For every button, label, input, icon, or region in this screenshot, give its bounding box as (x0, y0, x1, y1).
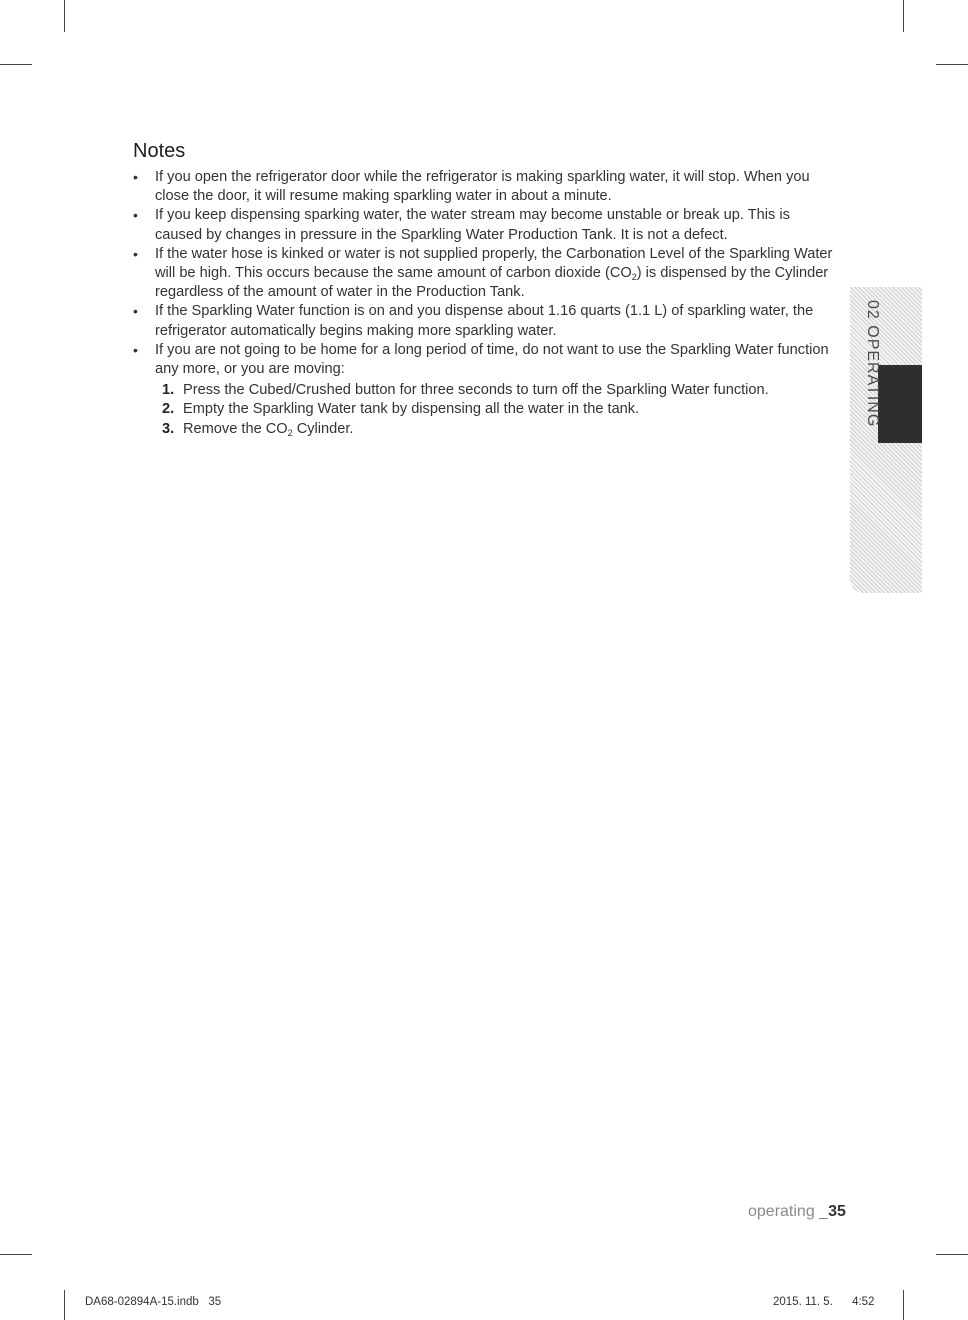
note-item (133, 245, 833, 303)
note-text: If the Sparkling Water function is on and you dispense about 1.16 quarts (1.1 L) of sparkling water, the refrigerator automatically begins making more sparkling water. (155, 303, 814, 339)
step-item (155, 420, 833, 439)
step-number: 2. (162, 401, 175, 418)
step-item (155, 400, 833, 419)
crop-mark-left-lower (0, 1254, 32, 1255)
crop-mark-left-upper (0, 64, 32, 65)
note-item (133, 341, 833, 439)
step-text: Press the Cubed/Crushed button for three seconds to turn off the Sparkling Water function. (183, 382, 769, 399)
footer-section: operating (748, 1203, 815, 1220)
note-text: If you keep dispensing sparking water, the water stream may become unstable or break up. This is caused by changes in pressure in the Sparkling Water Production Tank. It is not a defect. (155, 207, 790, 243)
step-number: 3. (162, 420, 175, 437)
page-footer (748, 1203, 846, 1221)
print-date: 2015. 11. 5. 4:52 (773, 1296, 875, 1308)
note-item (133, 206, 833, 244)
footer-page-prefix: _ (819, 1203, 829, 1220)
step-number: 1. (162, 382, 175, 399)
note-text: If you open the refrigerator door while the refrigerator is making sparkling water, it will stop. When you close the door, it will resume making sparkling water in about a minute. (155, 169, 810, 205)
notes-heading: Notes (133, 140, 186, 162)
step-item (155, 381, 833, 400)
subscript-2: 2 (631, 272, 637, 283)
crop-mark-right-lower (936, 1254, 968, 1255)
chapter-tab-marker (878, 365, 922, 443)
subscript-2: 2 (287, 427, 293, 438)
note-text: If you are not going to be home for a long period of time, do not want to use the Sparkling Water function any more, or you are moving: (155, 341, 829, 378)
steps-list (155, 381, 833, 439)
note-text: ) is dispensed by the Cylinder regardless of the amount of water in the Production Tank. (155, 265, 829, 301)
crop-mark-bottom-left (64, 1290, 65, 1320)
note-item (133, 168, 833, 206)
step-text: Cylinder. (292, 420, 354, 437)
chapter-tab-label: 02 OPERATING (864, 300, 881, 428)
note-item (133, 302, 833, 340)
crop-mark-top-left (64, 0, 65, 32)
note-text: If the water hose is kinked or water is not supplied properly, the Carbonation Level of the Sparkling Water will be high. This occurs because the same amount of carbon dioxide (CO (155, 245, 833, 282)
file-name: DA68-02894A-15.indb 35 (85, 1296, 222, 1308)
crop-mark-right-upper (936, 64, 968, 65)
step-text: Empty the Sparkling Water tank by dispensing all the water in the tank. (183, 401, 640, 418)
crop-mark-top-right (903, 0, 904, 32)
page-number: 35 (828, 1203, 846, 1220)
notes-list (133, 168, 833, 439)
step-text: Remove the CO (183, 420, 288, 437)
crop-mark-bottom-right (903, 1290, 904, 1320)
